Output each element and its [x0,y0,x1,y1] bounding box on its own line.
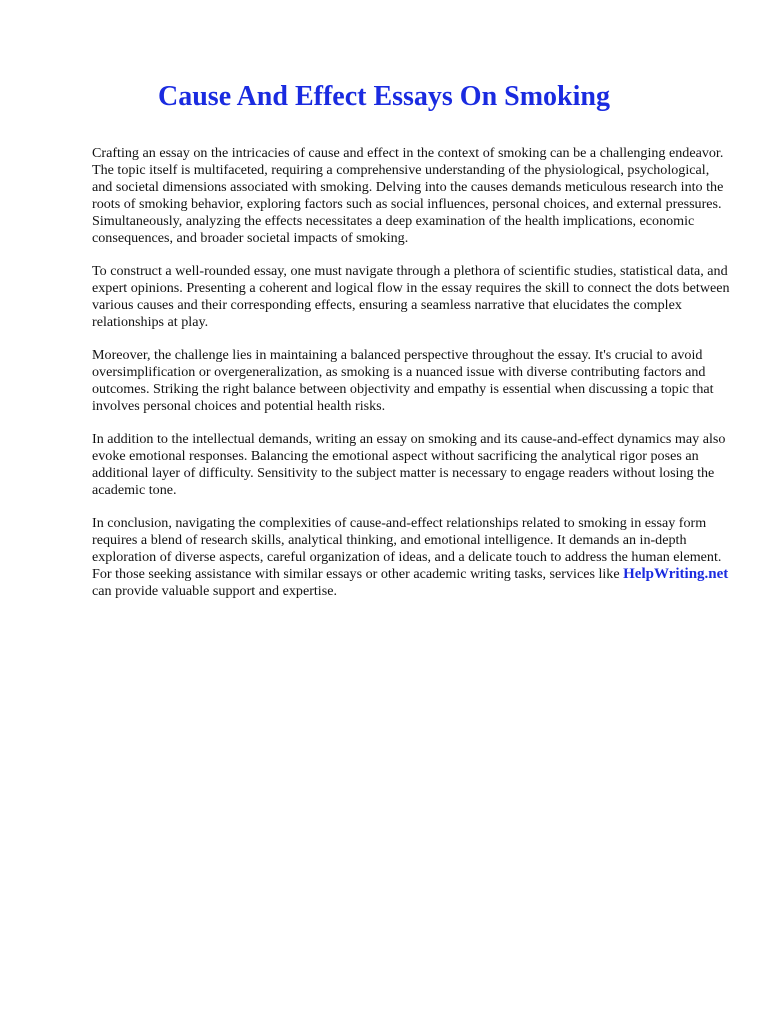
paragraph-3: Moreover, the challenge lies in maintaining a balanced perspective throughout the essay. It's crucial to avoid oversimplification or overgeneralization, as smoking is a nuanced issue with diverse contributing factors and outcomes. Striking the right balance between objectivity and empathy is essential when discussing a topic that involves personal choices and potential health risks. [92,347,714,414]
paragraph-5-conclusion [92,515,732,600]
paragraph-1: Crafting an essay on the intricacies of cause and effect in the context of smoking can be a challenging endeavor. The topic itself is multifaceted, requiring a comprehensive understanding of the physiological, psychological, and societal dimensions associated with smoking. Delving into the causes demands meticulous research into the roots of smoking behavior, exploring factors such as social influences, personal choices, and external pressures. Simultaneously, analyzing the effects necessitates a deep examination of the health implications, economic consequences, and broader societal impacts of smoking. [92,145,724,246]
conclusion-text-before-link: In conclusion, navigating the complexities of cause-and-effect relationships related to smoking in essay form requires a blend of research skills, analytical thinking, and emotional intelligence. It demands an in-depth exploration of diverse aspects, careful organization of ideas, and a delicate touch to address the human element. For those seeking assistance with similar essays or other academic writing tasks, services like [92,515,722,582]
conclusion-text-after-link: can provide valuable support and expertise. [92,583,337,599]
essay-body [92,145,732,616]
helpwriting-link[interactable]: HelpWriting.net [623,566,729,582]
page-title: Cause And Effect Essays On Smoking [158,81,610,112]
paragraph-4: In addition to the intellectual demands, writing an essay on smoking and its cause-and-effect dynamics may also evoke emotional responses. Balancing the emotional aspect without sacrificing the analytical rigor poses an additional layer of difficulty. Sensitivity to the subject matter is necessary to engage readers without losing the academic tone. [92,431,726,498]
paragraph-2: To construct a well-rounded essay, one must navigate through a plethora of scientific studies, statistical data, and expert opinions. Presenting a coherent and logical flow in the essay requires the skill to connect the dots between various causes and their corresponding effects, ensuring a seamless narrative that elucidates the complex relationships at play. [92,263,730,330]
